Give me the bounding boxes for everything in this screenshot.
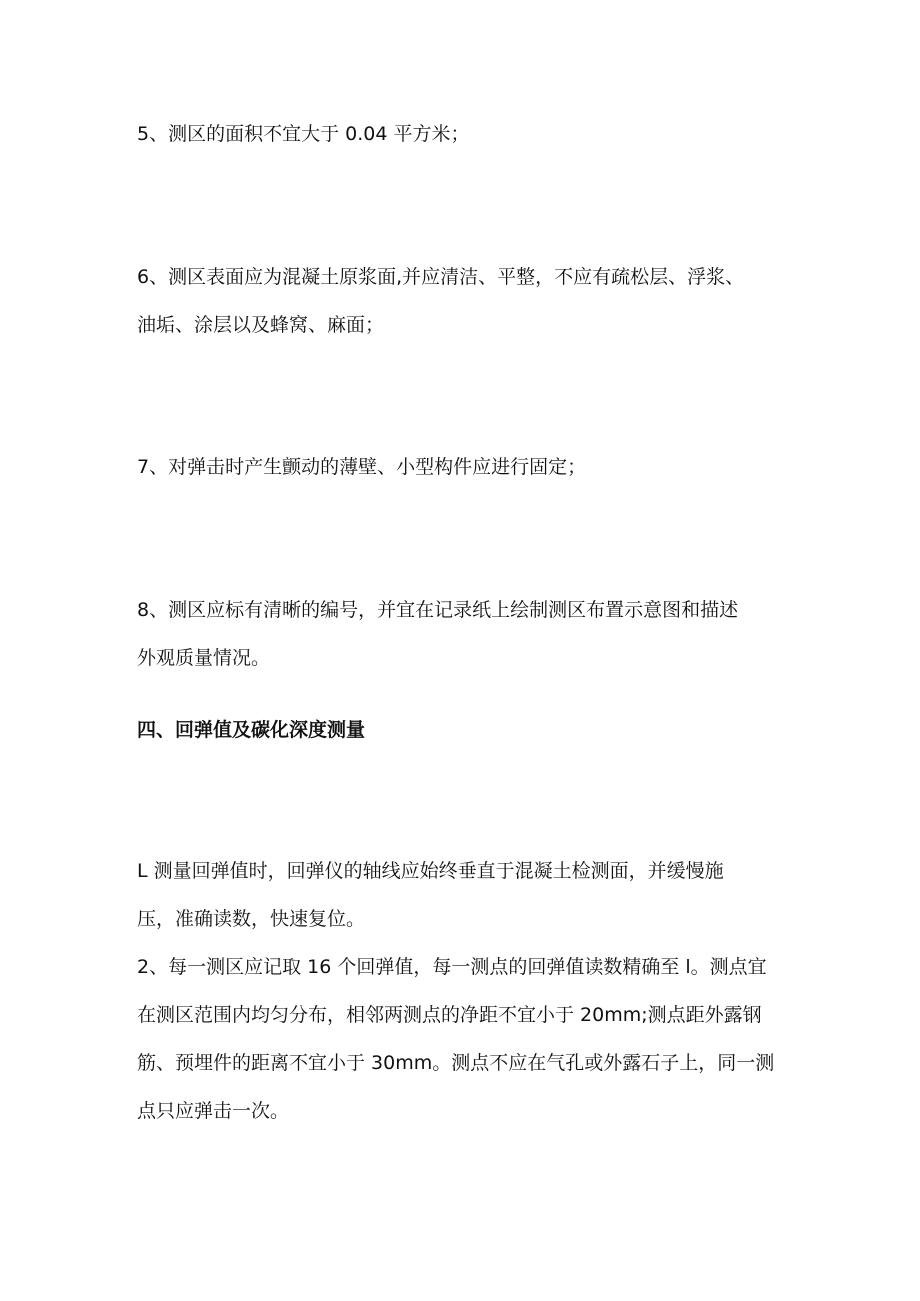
item-8-line-1: 8、测区应标有清晰的编号，并宜在记录纸上绘制测区布置示意图和描述 xyxy=(137,599,739,621)
item-5 xyxy=(137,110,797,158)
step-2 xyxy=(137,943,797,1135)
item-8 xyxy=(137,586,797,682)
item-6-line-1: 6、测区表面应为混凝土原浆面,并应清洁、平整，不应有疏松层、浮浆、 xyxy=(137,266,745,288)
item-7-line-1: 7、对弹击时产生颤动的薄壁、小型构件应进行固定； xyxy=(137,456,587,478)
step-1 xyxy=(137,847,797,943)
step-1-line-1: L 测量回弹值时，回弹仪的轴线应始终垂直于混凝土检测面，并缓慢施 xyxy=(137,860,724,882)
step-2-line-4: 点只应弹击一次。 xyxy=(137,1100,290,1122)
step-2-line-2: 在测区范围内均匀分布，相邻两测点的净距不宜小于 20mm;测点距外露钢 xyxy=(137,1004,762,1026)
step-2-line-3: 筋、预埋件的距离不宜小于 30mm。测点不应在气孔或外露石子上，同一测 xyxy=(137,1052,775,1074)
step-2-line-1: 2、每一测区应记取 16 个回弹值，每一测点的回弹值读数精确至 l。测点宜 xyxy=(137,956,767,978)
item-8-line-2: 外观质量情况。 xyxy=(137,647,271,669)
step-1-line-2: 压，准确读数，快速复位。 xyxy=(137,908,366,930)
item-7 xyxy=(137,443,797,491)
item-6 xyxy=(137,253,797,349)
section-heading: 四、回弹值及碳化深度测量 xyxy=(137,719,366,741)
item-5-line-1: 5、测区的面积不宜大于 0.04 平方米； xyxy=(137,123,470,145)
item-6-line-2: 油垢、涂层以及蜂窝、麻面； xyxy=(137,314,385,336)
